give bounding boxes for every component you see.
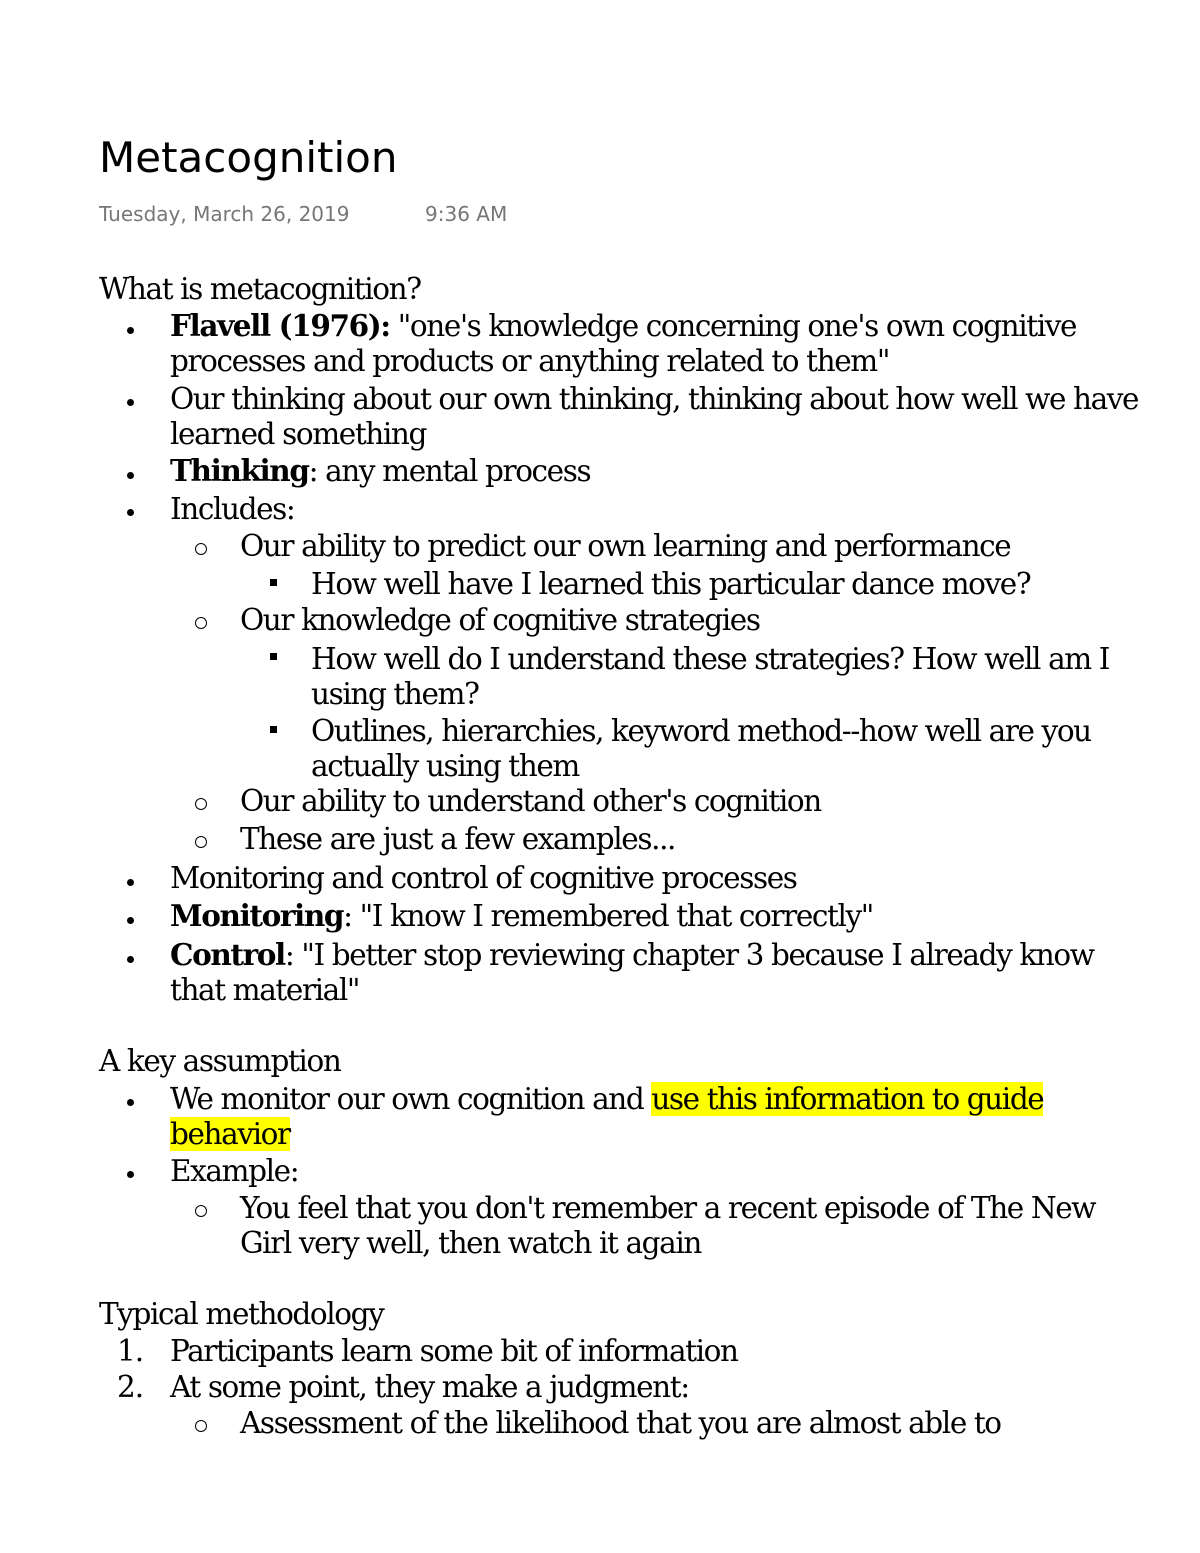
circle-bullet-icon	[195, 836, 207, 848]
list-number: 1.	[117, 1334, 144, 1368]
list-item	[170, 898, 873, 934]
list-item	[170, 1081, 1043, 1117]
bullet-icon	[127, 917, 134, 924]
circle-bullet-icon	[195, 1205, 207, 1217]
sub-sub-list-item: Outlines, hierarchies, keyword method--how well are you	[311, 714, 1091, 748]
list-item	[170, 453, 590, 489]
definition: : "I know I remembered that correctly"	[343, 899, 873, 933]
square-bullet-icon	[270, 579, 277, 586]
bullet-icon	[127, 1171, 134, 1178]
list-item-continuation: that material"	[170, 973, 360, 1007]
list-item	[170, 937, 1094, 973]
section-heading: Typical methodology	[99, 1297, 384, 1331]
sub-list-item: Assessment of the likelihood that you are almost able to	[240, 1406, 1001, 1440]
note-date: Tuesday, March 26, 2019	[99, 202, 350, 226]
sub-list-item-continuation: Girl very well, then watch it again	[240, 1226, 701, 1260]
bullet-icon	[127, 509, 134, 516]
sub-list-item: Our ability to predict our own learning and performance	[240, 529, 1011, 563]
definition: : any mental process	[308, 454, 591, 488]
list-item-continuation: learned something	[170, 417, 427, 451]
square-bullet-icon	[270, 726, 277, 733]
bullet-icon	[127, 472, 134, 479]
sub-sub-list-item: How well do I understand these strategies? How well am I	[311, 642, 1110, 676]
sub-sub-list-item-continuation: actually using them	[311, 749, 579, 783]
sub-list-item: Our ability to understand other's cognition	[240, 784, 821, 818]
sub-list-item: You feel that you don't remember a recent episode of The New	[240, 1191, 1096, 1225]
circle-bullet-icon	[195, 798, 207, 810]
term: Monitoring	[170, 898, 344, 933]
sub-list-item: Our knowledge of cognitive strategies	[240, 603, 760, 637]
definition: : "I better stop reviewing chapter 3 because I already know	[284, 938, 1094, 972]
section-heading: What is metacognition?	[99, 272, 421, 306]
bullet-icon	[127, 1099, 134, 1106]
definition: "one's knowledge concerning one's own cognitive	[389, 309, 1077, 343]
term: Thinking	[170, 453, 309, 488]
bullet-icon	[127, 327, 134, 334]
highlighted-text: use this information to guide	[651, 1082, 1044, 1116]
page-title: Metacognition	[99, 133, 398, 182]
bullet-icon	[127, 399, 134, 406]
bullet-icon	[127, 879, 134, 886]
list-item-continuation	[170, 1116, 290, 1152]
list-item	[170, 308, 1076, 344]
numbered-item: At some point, they make a judgment:	[170, 1370, 689, 1404]
list-number: 2.	[117, 1370, 144, 1404]
sub-list-item: These are just a few examples...	[240, 822, 676, 856]
list-item-continuation: processes and products or anything related to them"	[170, 344, 889, 378]
circle-bullet-icon	[195, 543, 207, 555]
circle-bullet-icon	[195, 617, 207, 629]
list-item: Includes:	[170, 492, 295, 526]
section-heading: A key assumption	[99, 1044, 341, 1078]
sub-sub-list-item-continuation: using them?	[311, 677, 479, 711]
term: Control	[170, 937, 285, 972]
bullet-icon	[127, 956, 134, 963]
list-item: Example:	[170, 1154, 299, 1188]
list-item: Monitoring and control of cognitive processes	[170, 861, 797, 895]
list-item: Our thinking about our own thinking, thinking about how well we have	[170, 382, 1139, 416]
plain-text: We monitor our own cognition and	[170, 1082, 652, 1116]
numbered-item: Participants learn some bit of information	[170, 1334, 738, 1368]
term: Flavell (1976):	[170, 308, 390, 343]
square-bullet-icon	[270, 653, 277, 660]
highlighted-text: behavior	[170, 1117, 290, 1151]
circle-bullet-icon	[195, 1420, 207, 1432]
note-time: 9:36 AM	[425, 202, 508, 226]
sub-sub-list-item: How well have I learned this particular dance move?	[311, 567, 1031, 601]
